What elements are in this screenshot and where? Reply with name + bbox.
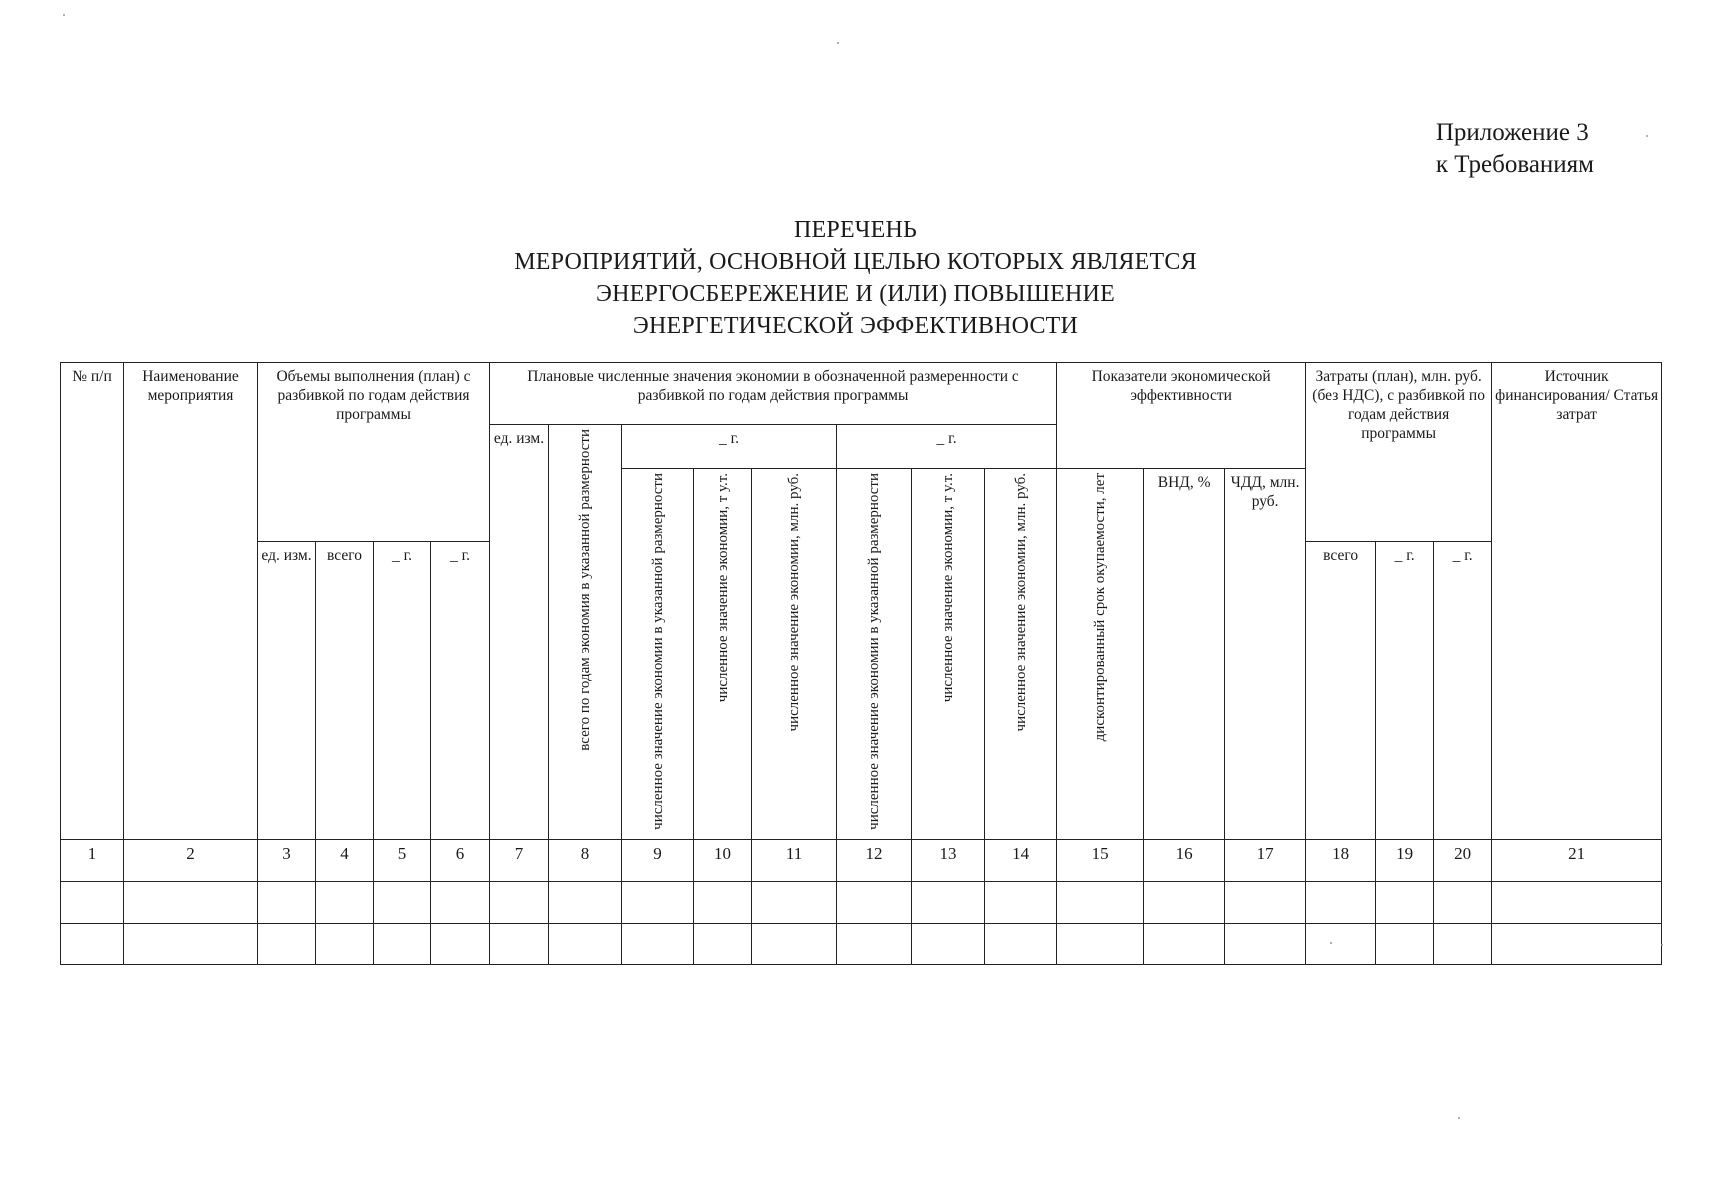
table-cell[interactable] <box>1225 881 1306 923</box>
header-savings-y2-tut: численное значение экономии, т у.т. <box>912 469 985 840</box>
header-name: Наименование мероприятия <box>124 363 258 840</box>
column-number: 2 <box>124 839 258 881</box>
table-cell[interactable] <box>1434 923 1492 964</box>
table-cell[interactable] <box>985 923 1057 964</box>
header-source: Источник финансирования/ Статья затрат <box>1492 363 1662 840</box>
column-number: 11 <box>752 839 837 881</box>
column-number: 16 <box>1144 839 1225 881</box>
table-cell[interactable] <box>316 923 374 964</box>
header-savings-total: всего по годам экономия в указанной размерности <box>549 425 622 840</box>
table-cell[interactable] <box>124 923 258 964</box>
table-cell[interactable] <box>1144 881 1225 923</box>
header-savings-y1-tut: численное значение экономии, т у.т. <box>694 469 752 840</box>
header-num: № п/п <box>61 363 124 840</box>
header-savings: Плановые численные значения экономии в обозначенной размеренности с разбивкой по годам действия программы <box>490 363 1057 425</box>
document-title <box>0 214 1711 342</box>
scan-speck <box>1330 942 1332 944</box>
table-cell[interactable] <box>1306 923 1376 964</box>
table-cell[interactable] <box>374 923 431 964</box>
table-cell[interactable] <box>61 881 124 923</box>
table-cell[interactable] <box>752 923 837 964</box>
column-number: 18 <box>1306 839 1376 881</box>
table-cell[interactable] <box>490 881 549 923</box>
header-econ-npv: ЧДД, млн. руб. <box>1225 469 1306 840</box>
table-cell[interactable] <box>1057 923 1144 964</box>
header-savings-y1-rub: численное значение экономии, млн. руб. <box>752 469 837 840</box>
table-cell[interactable] <box>622 881 694 923</box>
column-number: 1 <box>61 839 124 881</box>
table-cell[interactable] <box>124 881 258 923</box>
table-cell[interactable] <box>694 881 752 923</box>
table-cell[interactable] <box>1144 923 1225 964</box>
header-savings-year-2: _ г. <box>837 425 1057 469</box>
column-number: 9 <box>622 839 694 881</box>
table-row <box>61 881 1662 923</box>
header-savings-year-1: _ г. <box>622 425 837 469</box>
column-number: 12 <box>837 839 912 881</box>
table-cell[interactable] <box>490 923 549 964</box>
table-cell[interactable] <box>985 881 1057 923</box>
table-cell[interactable] <box>912 923 985 964</box>
header-costs-year-2: _ г. <box>1434 541 1492 839</box>
column-number: 10 <box>694 839 752 881</box>
header-volumes-unit: ед. изм. <box>258 541 316 839</box>
header-volumes-year-1: _ г. <box>374 541 431 839</box>
header-savings-unit: ед. изм. <box>490 425 549 840</box>
header-econ-payback: дисконтированный срок окупаемости, лет <box>1057 469 1144 840</box>
table-cell[interactable] <box>1225 923 1306 964</box>
title-line-3: ЭНЕРГОСБЕРЕЖЕНИЕ И (ИЛИ) ПОВЫШЕНИЕ <box>596 281 1115 307</box>
column-number: 14 <box>985 839 1057 881</box>
title-line-4: ЭНЕРГЕТИЧЕСКОЙ ЭФФЕКТИВНОСТИ <box>632 313 1079 339</box>
table-cell[interactable] <box>1492 881 1662 923</box>
header-econ-irr: ВНД, % <box>1144 469 1225 840</box>
table-cell[interactable] <box>752 881 837 923</box>
header-savings-y2-rub: численное значение экономии, млн. руб. <box>985 469 1057 840</box>
appendix-label <box>1436 117 1594 181</box>
column-number: 19 <box>1376 839 1434 881</box>
title-line-1: ПЕРЕЧЕНЬ <box>794 217 917 243</box>
table-cell[interactable] <box>316 881 374 923</box>
header-costs-total: всего <box>1306 541 1376 839</box>
column-number: 5 <box>374 839 431 881</box>
table-cell[interactable] <box>837 923 912 964</box>
appendix-line-2: к Требованиям <box>1435 151 1594 178</box>
table-cell[interactable] <box>1376 923 1434 964</box>
title-line-2: МЕРОПРИЯТИЙ, ОСНОВНОЙ ЦЕЛЬЮ КОТОРЫХ ЯВЛЯЕТСЯ <box>514 249 1197 275</box>
column-number: 8 <box>549 839 622 881</box>
table-cell[interactable] <box>694 923 752 964</box>
table-cell[interactable] <box>1492 923 1662 964</box>
header-savings-y2-value: численное значение экономии в указанной размерности <box>837 469 912 840</box>
table-cell[interactable] <box>622 923 694 964</box>
table-cell[interactable] <box>374 881 431 923</box>
column-number: 21 <box>1492 839 1662 881</box>
scan-speck <box>837 42 839 44</box>
scan-speck <box>1661 944 1663 946</box>
measures-table <box>60 362 1662 965</box>
column-number: 3 <box>258 839 316 881</box>
table-cell[interactable] <box>258 923 316 964</box>
header-econ: Показатели экономической эффективности <box>1057 363 1306 469</box>
table-cell[interactable] <box>61 923 124 964</box>
table-cell[interactable] <box>549 881 622 923</box>
column-number: 17 <box>1225 839 1306 881</box>
column-number: 20 <box>1434 839 1492 881</box>
table-cell[interactable] <box>258 881 316 923</box>
table-cell[interactable] <box>431 923 490 964</box>
table-cell[interactable] <box>1434 881 1492 923</box>
scan-speck <box>1646 135 1648 137</box>
table-cell[interactable] <box>549 923 622 964</box>
table-cell[interactable] <box>1376 881 1434 923</box>
column-number: 4 <box>316 839 374 881</box>
table-cell[interactable] <box>1306 881 1376 923</box>
scan-speck <box>1458 1117 1460 1119</box>
header-costs: Затраты (план), млн. руб. (без НДС), с разбивкой по годам действия программы <box>1306 363 1492 542</box>
scan-speck <box>63 14 65 16</box>
header-volumes: Объемы выполнения (план) с разбивкой по годам действия программы <box>258 363 490 542</box>
header-volumes-year-2: _ г. <box>431 541 490 839</box>
table-cell[interactable] <box>1057 881 1144 923</box>
column-number: 6 <box>431 839 490 881</box>
column-number: 15 <box>1057 839 1144 881</box>
table-cell[interactable] <box>912 881 985 923</box>
header-savings-y1-value: численное значение экономии в указанной размерности <box>622 469 694 840</box>
header-costs-year-1: _ г. <box>1376 541 1434 839</box>
appendix-line-1: Приложение 3 <box>1435 119 1589 146</box>
table-cell[interactable] <box>431 881 490 923</box>
header-volumes-total: всего <box>316 541 374 839</box>
table-row <box>61 923 1662 964</box>
column-number-row <box>61 839 1662 881</box>
column-number: 13 <box>912 839 985 881</box>
column-number: 7 <box>490 839 549 881</box>
table-cell[interactable] <box>837 881 912 923</box>
